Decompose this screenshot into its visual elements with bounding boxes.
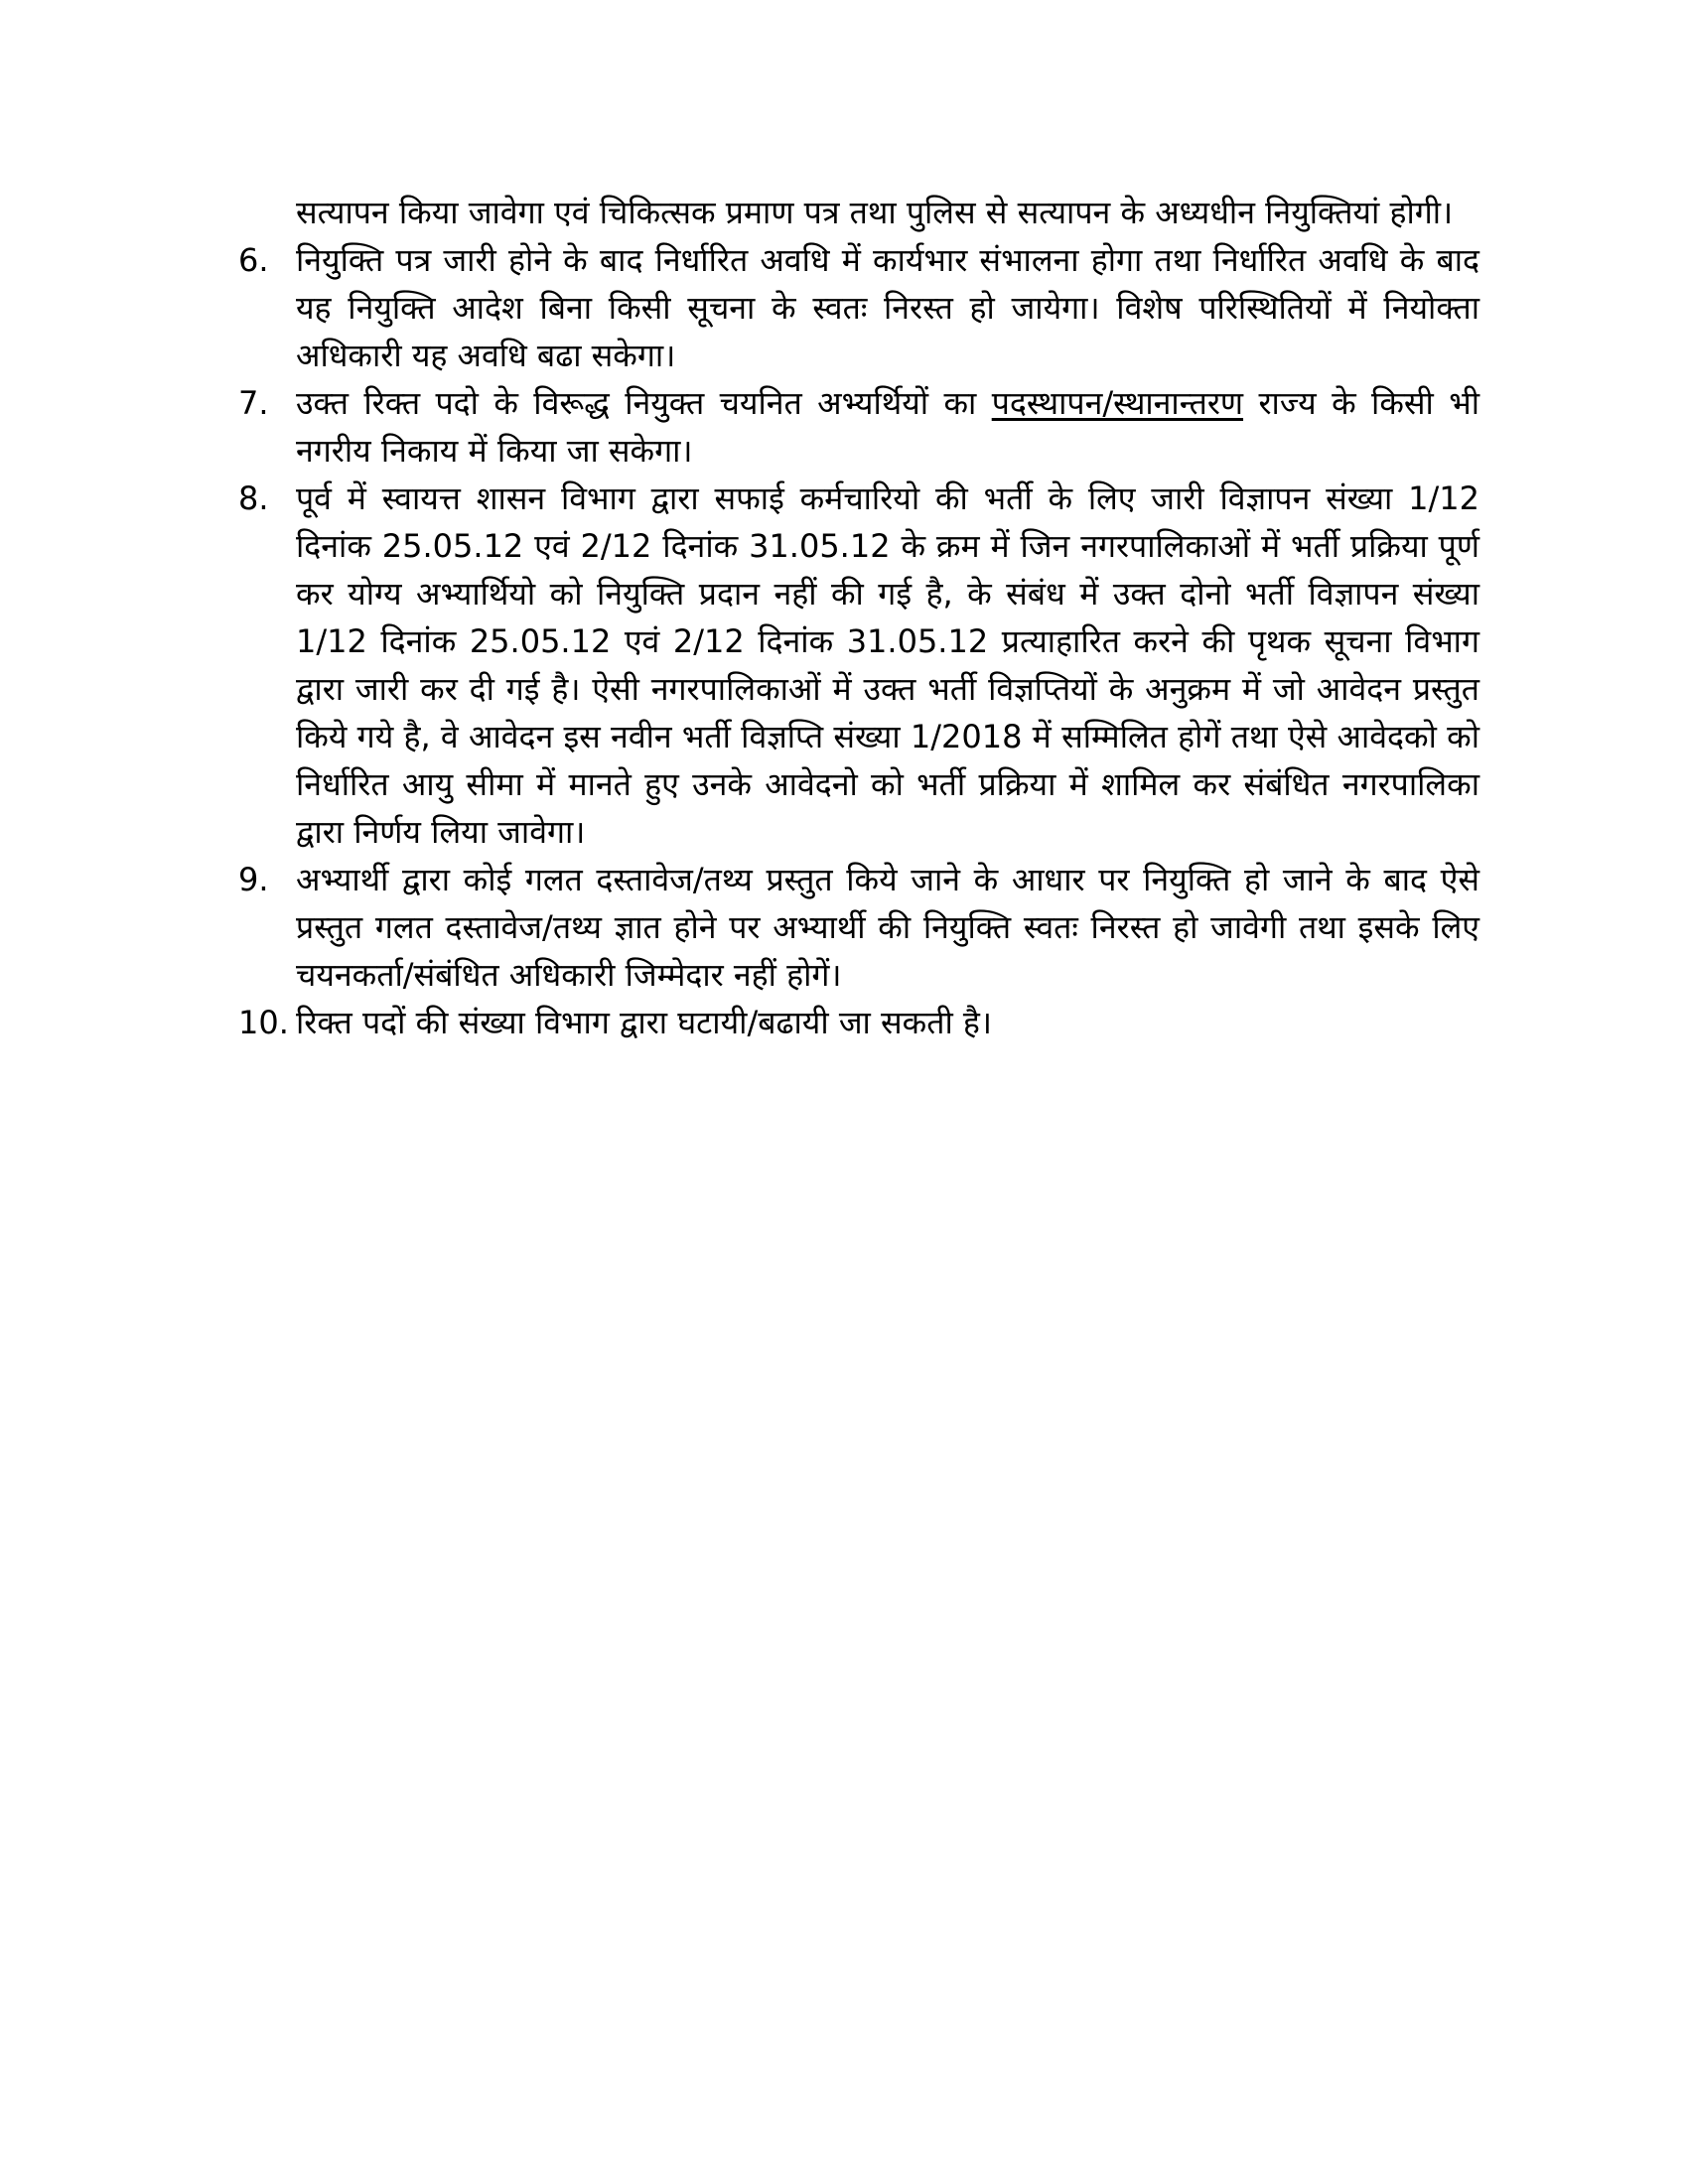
item-text — [296, 379, 1479, 475]
continuation-paragraph: सत्यापन किया जावेगा एवं चिकित्सक प्रमाण पत्र तथा पुलिस से सत्यापन के अध्यधीन नियुक्तियां होगी। — [296, 194, 1454, 231]
underlined-phrase: पदस्थापन/स्थानान्तरण — [991, 384, 1244, 422]
document-page — [238, 189, 1479, 1046]
list-item-7 — [238, 379, 1479, 475]
item-text: पूर्व में स्वायत्त शासन विभाग द्वारा सफाई कर्मचारियो की भर्ती के लिए जारी विज्ञापन संख्या 1/12 दिनांक 25.05.12 एवं 2/12 दिनांक 31.05.12 के क्रम में जिन नगरपालिकाओं में भर्ती प्रक्रिया पूर्ण कर योग्य अभ्यार्थियो को नियुक्ति प्रदान नहीं की गई है, के संबंध में उक्त दोनो भर्ती विज्ञापन संख्या 1/12 दिनांक 25.05.12 एवं 2/12 दिनांक 31.05.12 प्रत्याहारित करने की पृथक सूचना विभाग द्वारा जारी कर दी गई है। ऐसी नगरपालिकाओं में उक्त भर्ती विज्ञप्तियों के अनुक्रम में जो आवेदन प्रस्तुत किये गये है, वे आवेदन इस नवीन भर्ती विज्ञप्ति संख्या 1/2018 में सम्मिलित होगें तथा ऐसे आवेदको को निर्धारित आयु सीमा में मानते हुए उनके आवेदनो को भर्ती प्रक्रिया में शामिल कर संबंधित नगरपालिका द्वारा निर्णय लिया जावेगा। — [296, 479, 1479, 851]
item-text: रिक्त पदों की संख्या विभाग द्वारा घटायी/बढायी जा सकती है। — [296, 1004, 993, 1041]
item-number: 6. — [238, 241, 269, 279]
list-item-6 — [238, 236, 1479, 379]
item-text-part: राज्य के किसी भी नगरीय निकाय में किया जा सकेगा। — [296, 384, 1479, 470]
item-number: 10. — [238, 1004, 289, 1041]
item-number: 8. — [238, 479, 269, 517]
item-number: 7. — [238, 384, 269, 422]
item-text-part: उक्त रिक्त पदो के विरूद्ध नियुक्त चयनित अभ्यर्थियों का — [296, 384, 992, 422]
list-item-8 — [238, 475, 1479, 856]
item-text: नियुक्ति पत्र जारी होने के बाद निर्धारित अवधि में कार्यभार संभालना होगा तथा निर्धारित अवधि के बाद यह नियुक्ति आदेश बिना किसी सूचना के स्वतः निरस्त हो जायेगा। विशेष परिस्थितियों में नियोक्ता अधिकारी यह अवधि बढा सकेगा। — [296, 241, 1479, 374]
item-number: 9. — [238, 861, 269, 898]
list-item-10 — [238, 999, 1479, 1046]
item-text: अभ्यार्थी द्वारा कोई गलत दस्तावेज/तथ्य प्रस्तुत किये जाने के आधार पर नियुक्ति हो जाने के बाद ऐसे प्रस्तुत गलत दस्तावेज/तथ्य ज्ञात होने पर अभ्यार्थी की नियुक्ति स्वतः निरस्त हो जावेगी तथा इसके लिए चयनकर्ता/संबंधित अधिकारी जिम्मेदार नहीं होगें। — [296, 861, 1479, 994]
list-item-9 — [238, 856, 1479, 999]
